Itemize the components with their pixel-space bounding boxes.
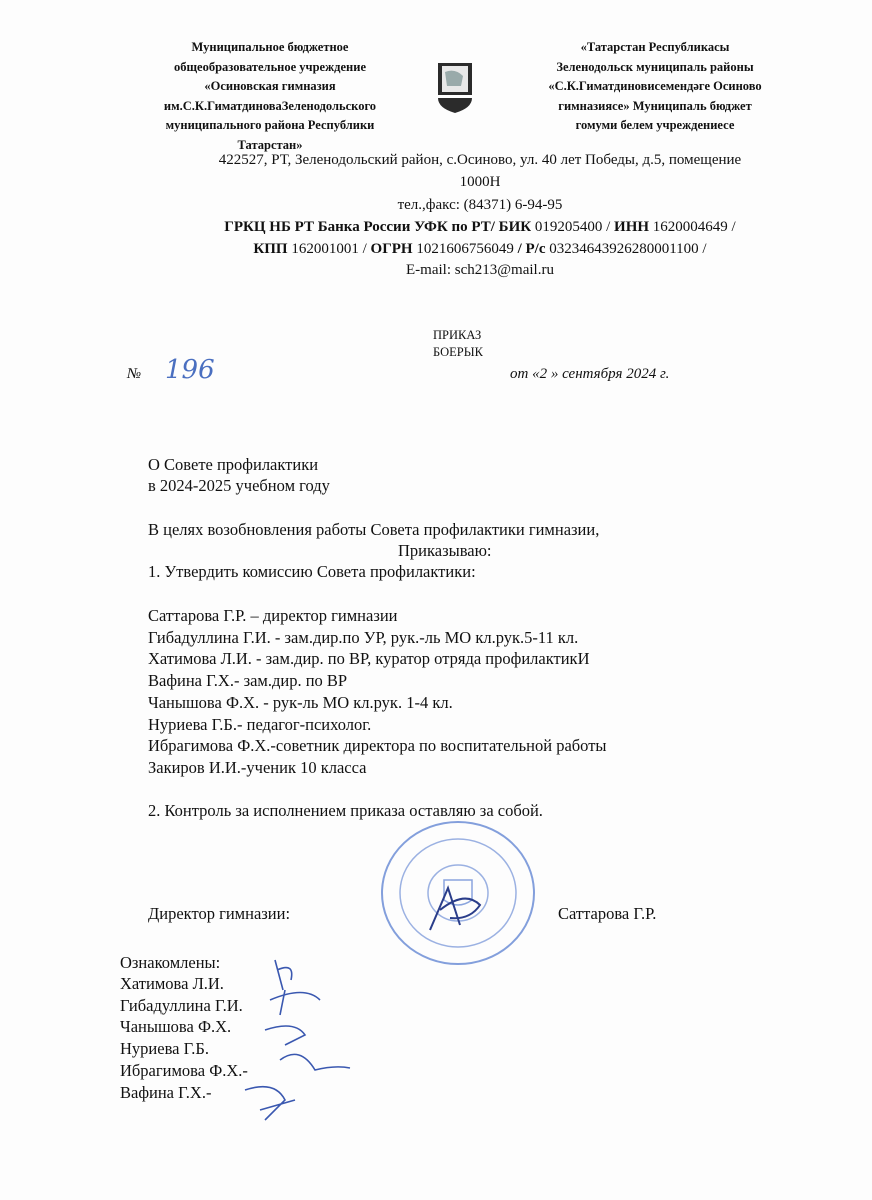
- number-label: №: [127, 366, 142, 382]
- signature-role: Директор гимназии:: [148, 904, 291, 923]
- acquainted-name: Гибадуллина Г.И.: [120, 995, 243, 1015]
- member-item: Гибадуллина Г.И. - зам.дир.по УР, рук.-ль МО кл.рук.5-11 кл.: [148, 627, 579, 647]
- email: E-mail: sch213@mail.ru: [406, 262, 554, 278]
- member-item: Саттарова Г.Р. – директор гимназии: [148, 606, 398, 625]
- signature-name: Саттарова Г.Р.: [558, 904, 657, 923]
- member-item: Вафина Г.Х.- зам.дир. по ВР: [148, 671, 348, 691]
- acquainted-label: Ознакомлены:: [120, 953, 221, 972]
- order-date: от «2 » сентября 2024 г.: [510, 366, 670, 382]
- bank-label: КПП: [253, 241, 288, 257]
- header-right: [525, 38, 785, 136]
- header-left-line: им.С.К.ГиматдиноваЗеленодольского: [163, 98, 377, 113]
- member-item: Хатимова Л.И. - зам.дир. по ВР, куратор отряда профилактикИ: [148, 649, 590, 669]
- member-item: Закиров И.И.-ученик 10 класса: [148, 757, 367, 777]
- header-left: [150, 38, 390, 155]
- header-left-line: Татарстан»: [237, 137, 303, 152]
- bank-value: 1620004649 /: [649, 219, 736, 235]
- phone: тел.,факс: (84371) 6-94-95: [397, 197, 563, 213]
- order-title-ru: ПРИКАЗ: [433, 328, 482, 342]
- acquainted-name: Нуриева Г.Б.: [120, 1039, 209, 1059]
- address-line: 422527, РТ, Зеленодольский район, с.Осиново, ул. 40 лет Победы, д.5, помещение: [218, 152, 742, 168]
- item-1: 1. Утвердить комиссию Совета профилактики:: [148, 562, 476, 581]
- header-right-line: «С.К.Гиматдиновисемендәге Осиново: [548, 79, 762, 93]
- director-signature: [420, 880, 500, 940]
- order-number: 196: [165, 355, 215, 385]
- bank-value: 019205400 /: [531, 219, 615, 235]
- header-right-line: гомуми белем учреждениесе: [575, 118, 735, 132]
- subject-line: О Совете профилактики: [148, 455, 319, 474]
- bank-value: 03234643926280001100 /: [545, 241, 707, 257]
- handwritten-signatures: [225, 950, 365, 1130]
- subject-line: в 2024-2025 учебном году: [148, 476, 330, 495]
- preamble: В целях возобновления работы Совета профилактики гимназии,: [148, 520, 600, 539]
- acquainted-name: Хатимова Л.И.: [120, 974, 224, 993]
- order-word: Приказываю:: [398, 541, 492, 560]
- bank-value: 1021606756049: [412, 241, 518, 257]
- item-2: 2. Контроль за исполнением приказа оставляю за собой.: [148, 801, 543, 820]
- header-right-line: «Татарстан Республикасы: [580, 40, 730, 54]
- header-left-line: «Осиновская гимназия: [204, 79, 336, 93]
- header-right-line: гимназиясе» Муниципаль бюджет: [558, 98, 752, 113]
- acquainted-name: Ибрагимова Ф.Х.-: [120, 1060, 248, 1080]
- bank-label: ИНН: [614, 219, 650, 235]
- header-left-line: муниципального района Республики: [165, 118, 375, 132]
- member-item: Нуриева Г.Б.- педагог-психолог.: [148, 714, 372, 734]
- acquainted-name: Чанышова Ф.Х.: [120, 1017, 232, 1037]
- bank-details-1: [0, 219, 872, 236]
- order-title-tt: БОЕРЫК: [433, 345, 483, 359]
- bank-value: 162001001 /: [287, 241, 371, 257]
- header-left-line: Муниципальное бюджетное: [191, 40, 349, 54]
- coat-of-arms-emblem: [437, 62, 473, 114]
- member-item: Чанышова Ф.Х. - рук-ль МО кл.рук. 1-4 кл.: [148, 692, 453, 712]
- bank-details-2: [0, 241, 872, 258]
- bank-label: ОГРН: [370, 241, 413, 257]
- header-right-line: Зеленодольск муниципаль районы: [556, 59, 754, 74]
- bank-label: ГРКЦ НБ РТ Банка России УФК по РТ/ БИК: [224, 219, 532, 235]
- acquainted-name: Вафина Г.Х.-: [120, 1082, 212, 1102]
- address-line-2: 1000Н: [459, 174, 501, 190]
- member-item: Ибрагимова Ф.Х.-советник директора по воспитательной работы: [148, 736, 607, 756]
- bank-label: / Р/с: [517, 241, 546, 257]
- header-left-line: общеобразовательное учреждение: [174, 59, 366, 74]
